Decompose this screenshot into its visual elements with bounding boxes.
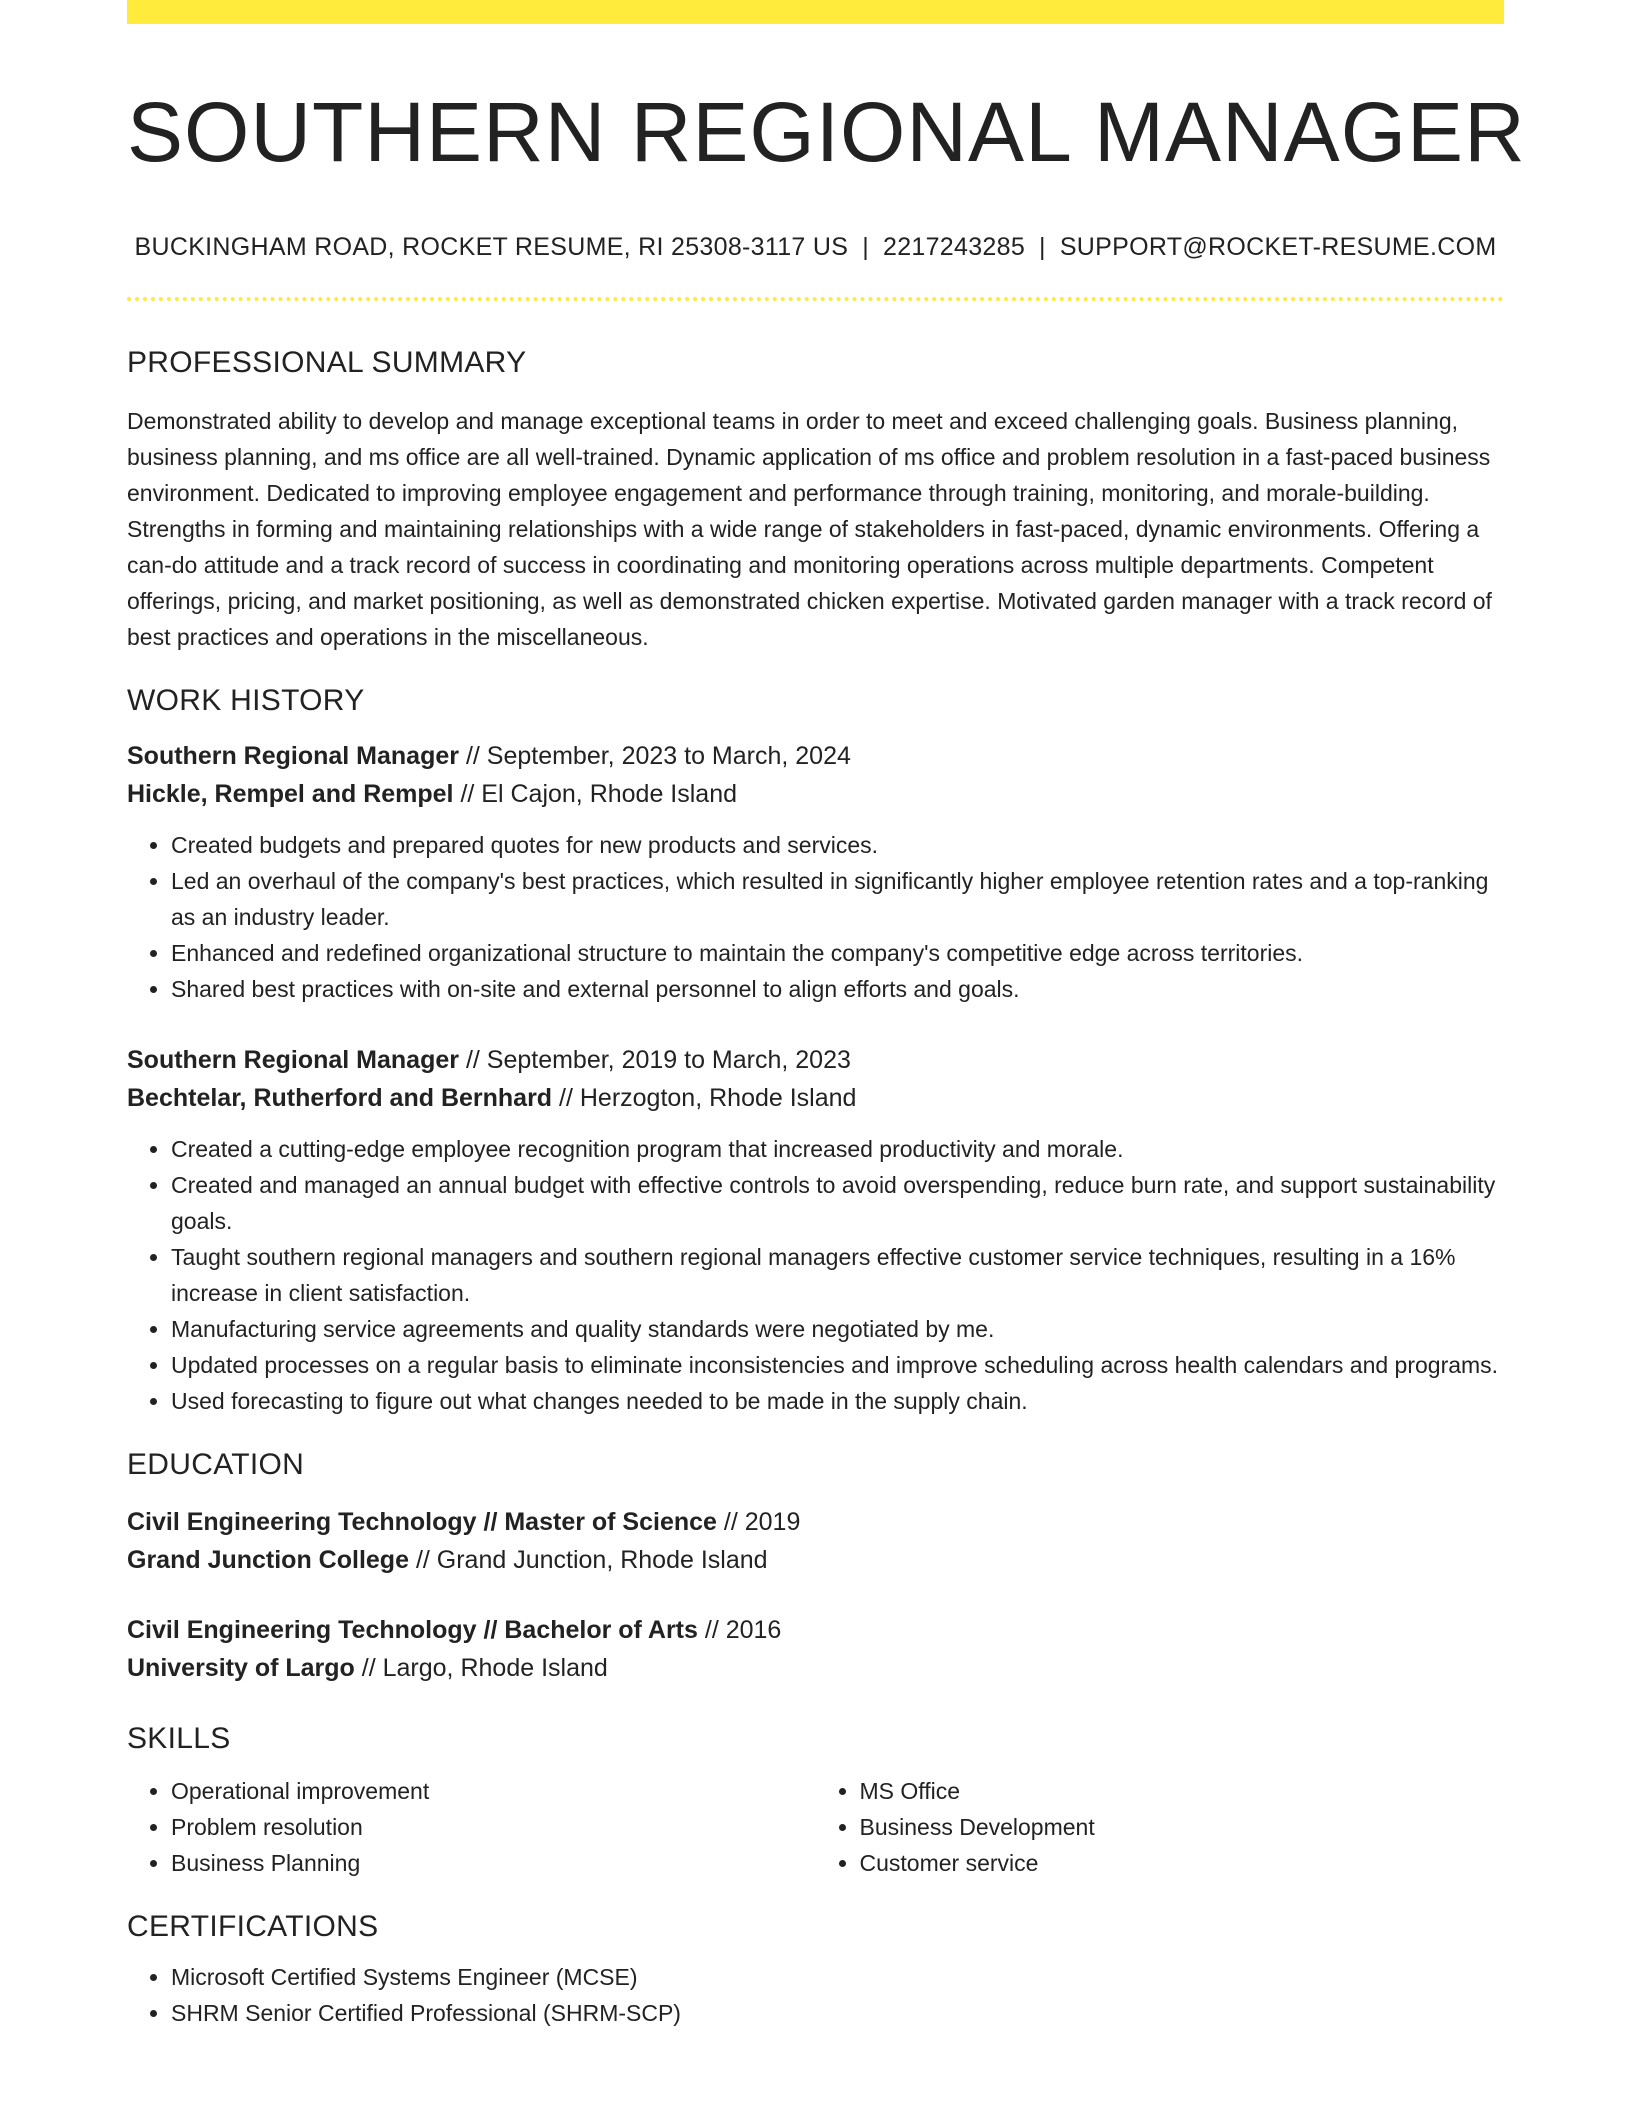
- education-school: University of Largo: [127, 1653, 355, 1682]
- job-bullet: • Manufacturing service agreements and quality standards were negotiated by me.: [171, 1311, 1504, 1347]
- job-bullet: • Enhanced and redefined organizational structure to maintain the company's competitive edge across territories.: [171, 935, 1504, 971]
- skill-item: • Business Planning: [171, 1845, 816, 1881]
- education-school-line: [127, 1649, 1504, 1687]
- education-year: // 2019: [723, 1507, 801, 1536]
- job-bullet: • Taught southern regional managers and southern regional managers effective customer service techniques, resulting in a 16% increase in client satisfaction.: [171, 1239, 1504, 1311]
- job-company-line: [127, 775, 1504, 813]
- contact-email: SUPPORT@ROCKET-RESUME.COM: [1059, 232, 1497, 261]
- education-heading: EDUCATION: [127, 1447, 305, 1481]
- job-dates: // September, 2019 to March, 2023: [465, 1045, 851, 1074]
- skill-item: • Operational improvement: [171, 1773, 816, 1809]
- accent-top-bar: [127, 0, 1504, 24]
- job-title-line: [127, 737, 1504, 775]
- education-school-line: [127, 1541, 1504, 1579]
- job-bullet: • Created and managed an annual budget with effective controls to avoid overspending, reduce burn rate, and support sustainability goals.: [171, 1167, 1504, 1239]
- job-company-line: [127, 1079, 1504, 1117]
- skill-item: • Business Development: [860, 1809, 1505, 1845]
- certification-item: • Microsoft Certified Systems Engineer (MCSE): [171, 1959, 1504, 1995]
- education-entry: [127, 1611, 1504, 1687]
- certifications-heading: CERTIFICATIONS: [127, 1909, 379, 1943]
- summary-heading: PROFESSIONAL SUMMARY: [127, 345, 527, 379]
- skill-item: • Problem resolution: [171, 1809, 816, 1845]
- certifications-list: [127, 1959, 1504, 2031]
- skills-list-left: [127, 1773, 816, 1881]
- resume-name: SOUTHERN REGIONAL MANAGER: [127, 85, 1526, 179]
- job-role: Southern Regional Manager: [127, 741, 459, 770]
- job-bullet: • Used forecasting to figure out what changes needed to be made in the supply chain.: [171, 1383, 1504, 1419]
- job-bullet: • Created a cutting-edge employee recognition program that increased productivity and morale.: [171, 1131, 1504, 1167]
- job-bullet: • Created budgets and prepared quotes for new products and services.: [171, 827, 1504, 863]
- education-year: // 2016: [704, 1615, 782, 1644]
- job-bullet: • Led an overhaul of the company's best practices, which resulted in significantly higher employee retention rates and a top-ranking as an industry leader.: [171, 863, 1504, 935]
- skill-item: • Customer service: [860, 1845, 1505, 1881]
- job-company: Hickle, Rempel and Rempel: [127, 779, 454, 808]
- dotted-divider: [127, 297, 1504, 301]
- job-title-line: [127, 1041, 1504, 1079]
- skills-list-right: [816, 1773, 1505, 1881]
- summary-text: Demonstrated ability to develop and manage exceptional teams in order to meet and exceed challenging goals. Business planning, business planning, and ms office are all well-trained. Dynamic application of ms office and problem resolution in a fast-paced business environment. Dedicated to improving employee engagement and performance through training, monitoring, and morale-building. Strengths in forming and maintaining relationships with a wide range of stakeholders in fast-paced, dynamic environments. Offering a can-do attitude and a track record of success in coordinating and monitoring operations across multiple departments. Competent offerings, pricing, and market positioning, as well as demonstrated chicken expertise. Motivated garden manager with a track record of best practices and operations in the miscellaneous.: [127, 407, 1492, 650]
- education-school: Grand Junction College: [127, 1545, 409, 1574]
- contact-separator: |: [1039, 232, 1046, 261]
- contact-separator: |: [862, 232, 869, 261]
- job-location: // El Cajon, Rhode Island: [460, 779, 738, 808]
- job-bullet: • Shared best practices with on-site and external personnel to align efforts and goals.: [171, 971, 1504, 1007]
- skills-grid: [127, 1773, 1504, 1881]
- contact-phone: 2217243285: [882, 232, 1026, 261]
- education-degree: Civil Engineering Technology // Master of Science: [127, 1507, 717, 1536]
- job-dates: // September, 2023 to March, 2024: [465, 741, 851, 770]
- job-bullets: [127, 1131, 1504, 1419]
- job-company: Bechtelar, Rutherford and Bernhard: [127, 1083, 553, 1112]
- skill-item: • MS Office: [860, 1773, 1505, 1809]
- education-location: // Grand Junction, Rhode Island: [415, 1545, 768, 1574]
- education-entry: [127, 1503, 1504, 1579]
- education-location: // Largo, Rhode Island: [361, 1653, 608, 1682]
- resume-page: [127, 0, 1526, 2031]
- job-bullets: [127, 827, 1504, 1007]
- certification-item: • SHRM Senior Certified Professional (SHRM-SCP): [171, 1995, 1504, 2031]
- education-degree-line: [127, 1611, 1504, 1649]
- education-degree-line: [127, 1503, 1504, 1541]
- skills-heading: SKILLS: [127, 1721, 231, 1755]
- job-location: // Herzogton, Rhode Island: [559, 1083, 857, 1112]
- education-degree: Civil Engineering Technology // Bachelor of Arts: [127, 1615, 698, 1644]
- job-entry: [127, 737, 1504, 1007]
- job-role: Southern Regional Manager: [127, 1045, 459, 1074]
- job-entry: [127, 1041, 1504, 1419]
- contact-address: BUCKINGHAM ROAD, ROCKET RESUME, RI 25308-3117 US: [134, 232, 849, 261]
- work-history-heading: WORK HISTORY: [127, 683, 365, 717]
- contact-line: [127, 233, 1504, 262]
- job-bullet: • Updated processes on a regular basis to eliminate inconsistencies and improve scheduling across health calendars and programs.: [171, 1347, 1504, 1383]
